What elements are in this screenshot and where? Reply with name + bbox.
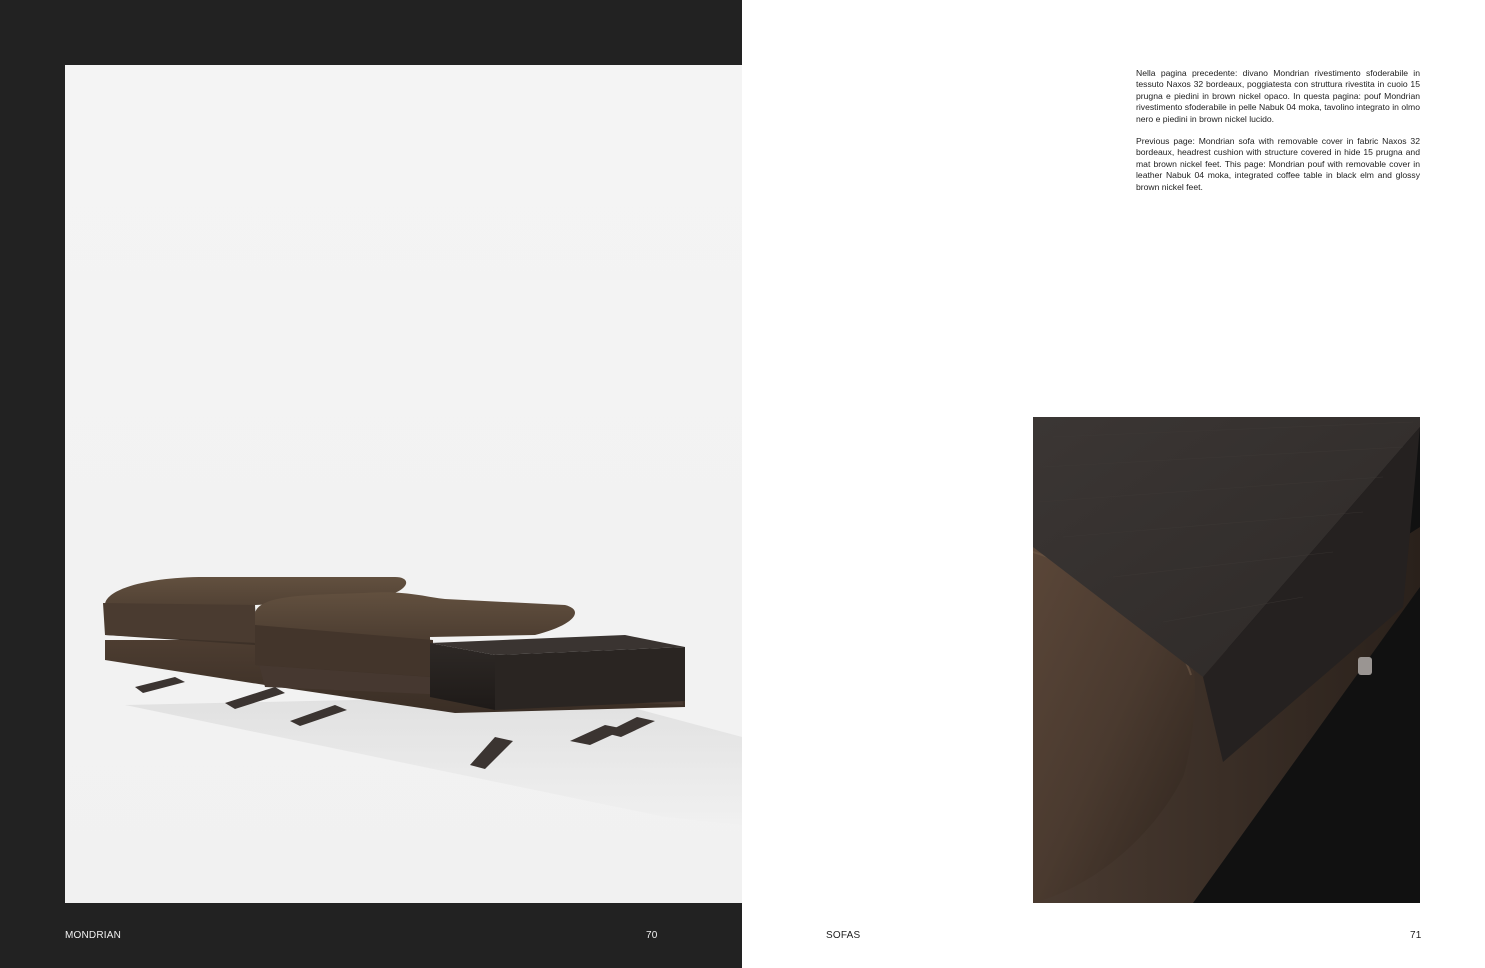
page-number-left: 70 bbox=[646, 930, 658, 941]
page-number-right: 71 bbox=[1410, 930, 1422, 941]
footer-section-name: SOFAS bbox=[826, 930, 861, 941]
nickel-foot bbox=[1358, 657, 1372, 675]
caption-english: Previous page: Mondrian sofa with removable cover in fabric Naxos 32 bordeaux, headrest cushion with structure covered in hide 15 prugna and mat brown nickel feet. This page: Mondrian pouf with removable cover in leather Nabuk 04 moka, integrated coffee table in black elm and glossy brown nickel feet. bbox=[1136, 136, 1420, 192]
caption-italian: Nella pagina precedente: divano Mondrian rivestimento sfoderabile in tessuto Naxos 32 bordeaux, poggiatesta con struttura rivestita in cuoio 15 prugna e piedini in brown nickel opaco. In questa pagina: pouf Mondrian rivestimento sfoderabile in pelle Nabuk 04 moka, tavolino integrato in olmo nero e piedini in brown nickel lucido. bbox=[1136, 68, 1420, 124]
detail-illustration bbox=[1033, 417, 1420, 903]
table-detail-photo bbox=[1033, 417, 1420, 903]
footer-collection-name: MONDRIAN bbox=[65, 930, 122, 941]
photo-caption bbox=[1136, 68, 1420, 204]
floor-shadow bbox=[125, 695, 742, 825]
pouf-illustration bbox=[65, 65, 742, 903]
pouf-photo bbox=[65, 65, 742, 903]
